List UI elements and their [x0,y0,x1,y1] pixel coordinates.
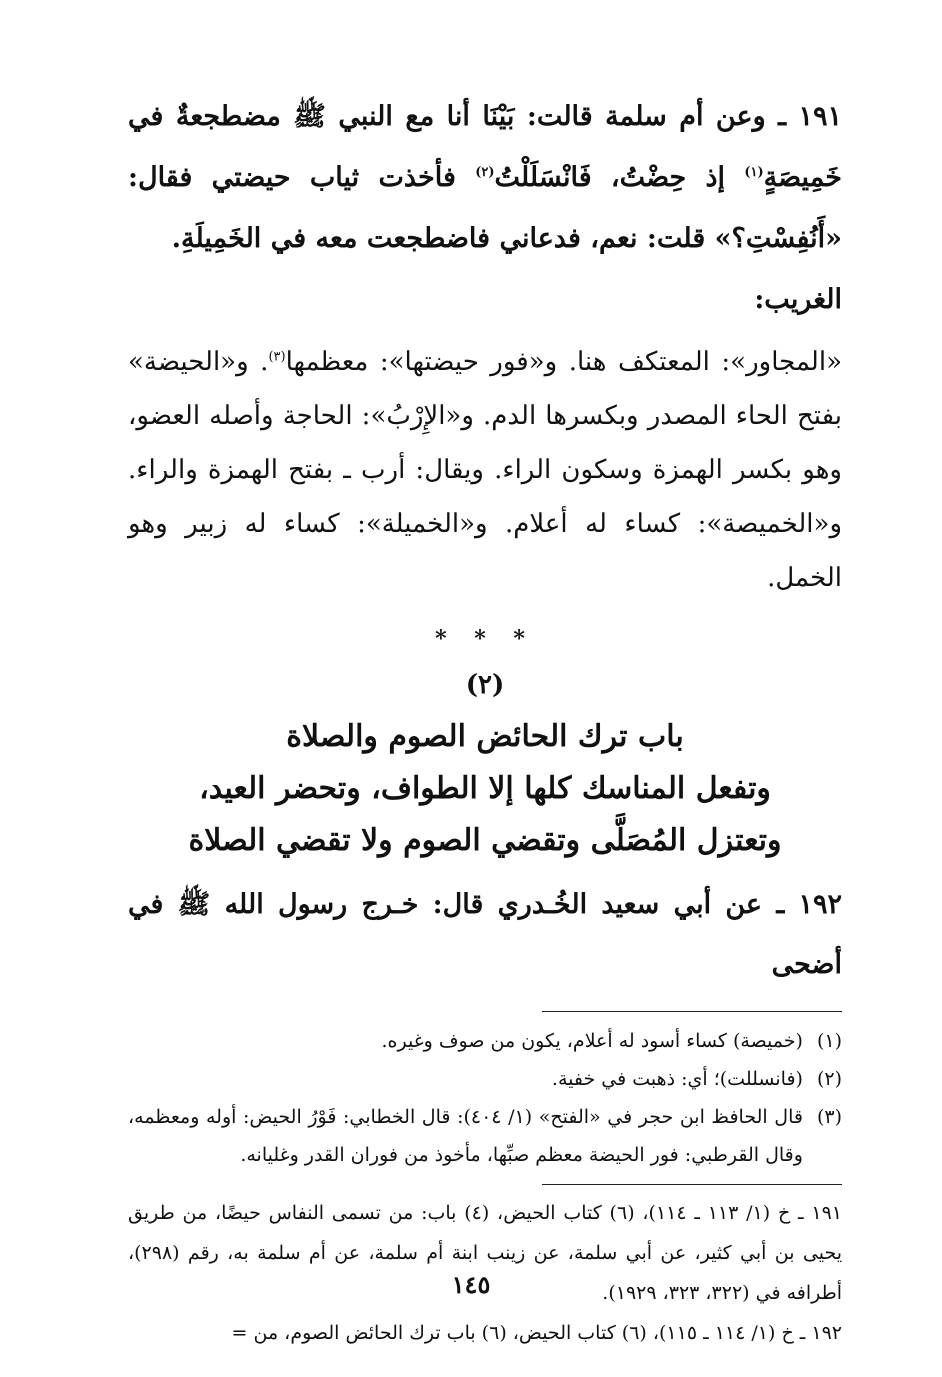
chapter-title-line3: وتعتزل المُصَلَّى وتقضي الصوم ولا تقضي الصلاة [188,823,782,858]
chapter-title [128,711,842,867]
hadith-192 [128,875,842,995]
footnote-text: قال الحافظ ابن حجر في «الفتح» (١/ ٤٠٤): قال الخطابي: فَوْرُ الحيض: أوله ومعظمه، وقال القرطبي: فور الحيضة معظم صبِّها، مأخوذ من فوران القدر وغليانه. [128,1106,803,1166]
gharib-text-b: . و«الحيضة» بفتح الحاء المصدر وبكسرها الدم. و«الإِرْبُ»: الحاجة وأصله العضو، وهو بكسر الهمزة وسكون الراء. ويقال: أرب ـ بفتح الهمزة والراء. و«الخميصة»: كساء له أعلام. و«الخميلة»: كساء له زبير وهو الخمل. [128,347,842,593]
footnote-item [128,1022,842,1060]
footnote-ref[interactable]: (٢) [475,165,495,180]
sources-divider [542,1184,842,1185]
footnote-number: (٢) [816,1068,842,1090]
gharib-text-a: «المجاور»: المعتكف هنا. و«فور حيضتها»: معظمها [285,347,842,377]
footnote-number: (٣) [816,1106,842,1128]
chapter-title-line1: باب ترك الحائض الصوم والصلاة [286,719,684,754]
footnote-text: (فانسللت)؛ أي: ذهبت في خفية. [551,1068,803,1090]
footnote-text: (خميصة) كساء أسود له أعلام، يكون من صوف وغيره. [381,1030,803,1052]
chapter-number: (٢) [465,670,505,700]
hadith-191 [128,86,842,269]
footnote-item [128,1098,842,1174]
hadith-number: ١٩٢ ـ [776,889,843,920]
hadith-text-line1: وعن أم سلمة قالت: بَيْنَا أنا مع النبي ﷺ مضطجعةٌ في خَمِيصَةٍ [128,101,842,193]
page-number: ١٤٥ [451,1270,491,1299]
footnote-ref[interactable]: (١) [744,165,764,180]
source-item: ١٩٢ ـ خ (١/ ١١٤ ـ ١١٥)، (٦) كتاب الحيض، (٦) باب ترك الحائض الصوم، من = [231,1322,842,1344]
page-body [128,86,842,1353]
footnote-ref[interactable]: (٣) [268,349,286,365]
footnote-divider [542,1011,842,1012]
hadith-text: عن أبي سعيد الخُـدري قال: خـرج رسول الله ﷺ في أضحى [128,889,842,980]
gharib-heading: الغريب: [754,284,842,315]
footnote-number: (١) [816,1030,842,1052]
footnote-item [128,1060,842,1098]
hadith-number: ١٩١ ـ [778,101,842,132]
hadith-text-line2a: إذ حِضْتُ، فَانْسَلَلْتُ [494,162,726,193]
section-separator: * * * [435,626,535,652]
chapter-title-line2: وتفعل المناسك كلها إلا الطواف، وتحضر العيد، [199,771,771,806]
hadith-text-line2b: فأخذت ثياب حيضتي فقال: «أَنُفِسْتِ؟» قلت: نعم، [128,162,842,254]
footnotes [128,1022,842,1174]
hadith-text-line3: فدعاني فاضطجعت معه في الخَمِيلَةِ. [171,223,581,254]
gharib-text [128,329,842,605]
source-item: ١٩١ ـ خ (١/ ١١٣ ـ ١١٤)، (٦) كتاب الحيض، (٤) باب: من تسمى النفاس حيضًا، من طريق يحيى بن أبي كثير، عن أبي سلمة، عن زينب ابنة أم سلمة، عن أم سلمة به، رقم (٢٩٨)، أطرافه في (٣٢٢، ٣٢٣، ١٩٢٩). [128,1202,842,1304]
